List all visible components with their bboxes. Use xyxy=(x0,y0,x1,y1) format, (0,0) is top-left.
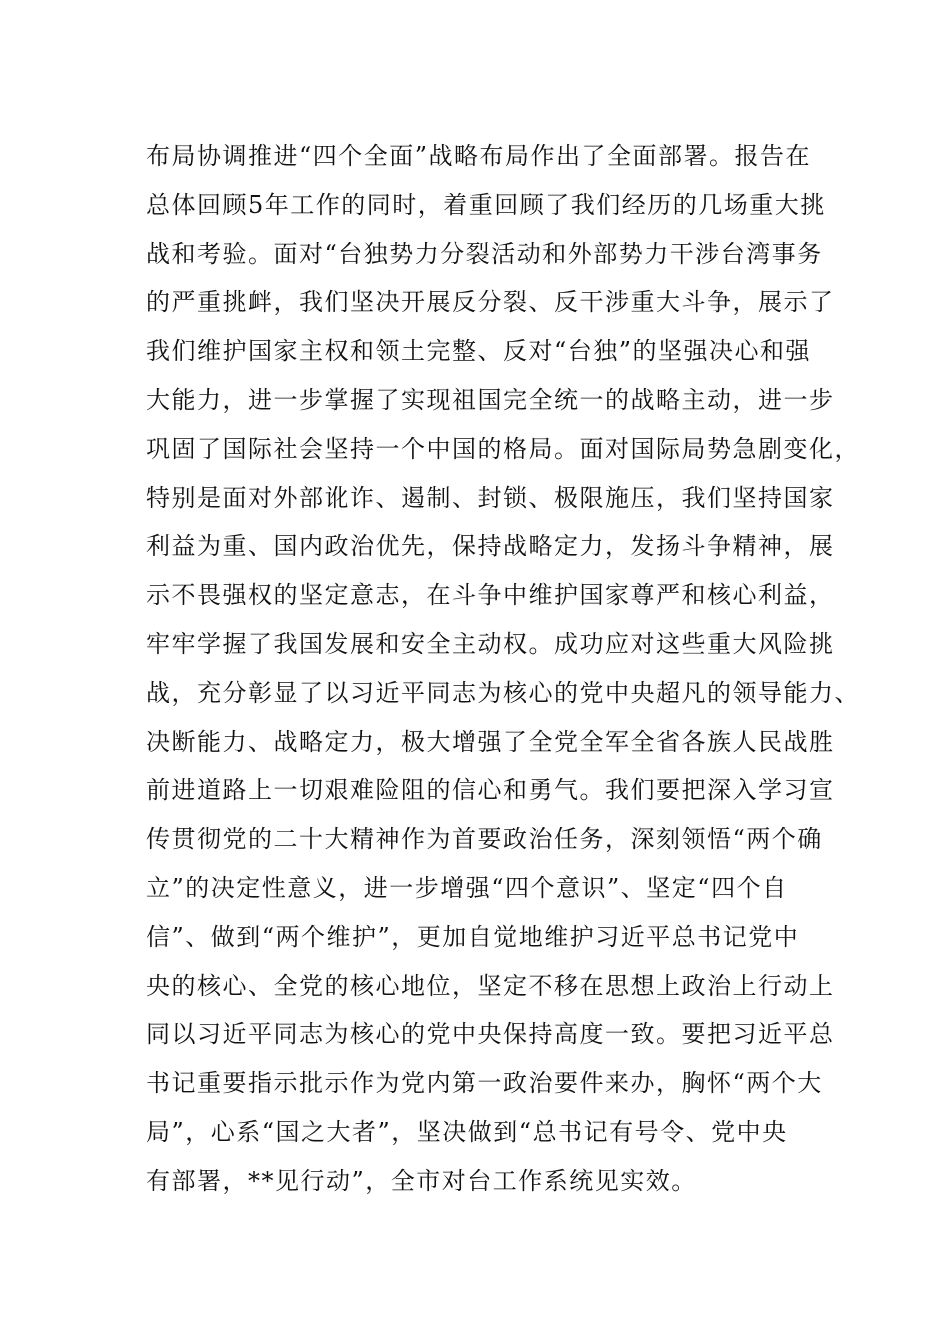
text-line: 大能力，进一步掌握了实现祖国完全统一的战略主动，进一步 xyxy=(146,385,835,414)
text-line: 信”、做到“两个维护”，更加自觉地维护习近平总书记党中 xyxy=(146,922,800,951)
text-line: 局”，心系“国之大者”，坚决做到“总书记有号令、党中央 xyxy=(146,1117,788,1146)
text-line: 前进道路上一切艰难险阻的信心和勇气。我们要把深入学习宣 xyxy=(146,776,835,805)
text-line: 总体回顾5年工作的同时，着重回顾了我们经历的几场重大挑 xyxy=(146,190,826,219)
text-line: 利益为重、国内政治优先，保持战略定力，发扬斗争精神，展 xyxy=(146,532,835,561)
text-line: 特别是面对外部讹诈、遏制、封锁、极限施压，我们坚持国家 xyxy=(146,483,835,512)
text-line: 战，充分彰显了以习近平同志为核心的党中央超凡的领导能力、 xyxy=(146,678,860,707)
text-line: 布局协调推进“四个全面”战略布局作出了全面部署。报告在 xyxy=(146,142,812,170)
text-line: 我们维护国家主权和领土完整、反对“台独”的坚强决心和强 xyxy=(146,337,812,366)
text-line: 示不畏强权的坚定意志，在斗争中维护国家尊严和核心利益， xyxy=(146,581,835,610)
text-line: 的严重挑衅，我们坚决开展反分裂、反干涉重大斗争，展示了 xyxy=(146,288,835,317)
text-line: 牢牢学握了我国发展和安全主动权。成功应对这些重大风险挑 xyxy=(146,629,835,658)
text-line: 巩固了国际社会坚持一个中国的格局。面对国际局势急剧变化， xyxy=(146,434,860,463)
text-line: 战和考验。面对“台独势力分裂活动和外部势力干涉台湾事务 xyxy=(146,239,823,268)
text-line: 立”的决定性意义，进一步增强“四个意识”、坚定“四个自 xyxy=(146,873,788,902)
text-line: 书记重要指示批示作为党内第一政治要件来办，胸怀“两个大 xyxy=(146,1069,823,1098)
text-line: 央的核心、全党的核心地位，坚定不移在思想上政治上行动上 xyxy=(146,971,835,1000)
text-line: 传贯彻党的二十大精神作为首要政治任务，深刻领悟“两个确 xyxy=(146,825,823,854)
text-line: 决断能力、战略定力，极大增强了全党全军全省各族人民战胜 xyxy=(146,727,835,756)
text-line: 同以习近平同志为核心的党中央保持高度一致。要把习近平总 xyxy=(146,1020,835,1049)
text-line: 有部署，**见行动”，全市对台工作系统见实效。 xyxy=(146,1166,697,1195)
body-paragraph xyxy=(146,132,860,1206)
